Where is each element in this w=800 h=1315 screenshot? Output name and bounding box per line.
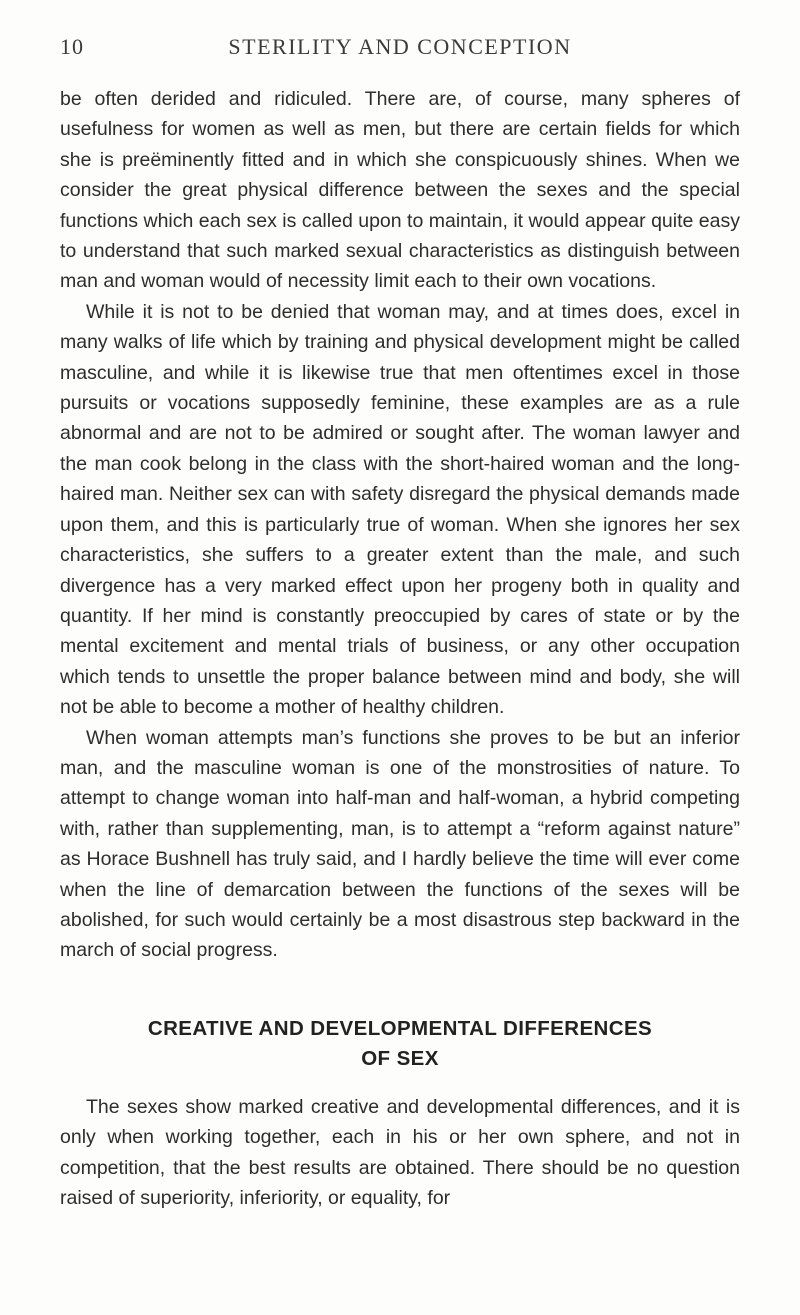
body-text bbox=[60, 84, 740, 1213]
running-title: STERILITY AND CONCEPTION bbox=[228, 34, 572, 59]
running-head bbox=[60, 34, 740, 64]
book-page bbox=[60, 34, 740, 1213]
paragraph-1: be often derided and ridiculed. There are, of course, many spheres of usefulness for women as well as men, but there are certain fields for which she is preëminently fitted and in which she conspicuously shines. When we consider the great physical difference between the sexes and the special functions which each sex is called upon to maintain, it would appear quite easy to understand that such marked sexual characteristics as distinguish between man and woman would of necessity limit each to their own vocations. bbox=[60, 88, 740, 293]
paragraph-3: When woman attempts man’s functions she proves to be but an inferior man, and the masculine woman is one of the monstrosities of nature. To attempt to change woman into half-man and half-woman, a hybrid competing with, rather than supplementing, man, is to attempt a “reform against nature” as Horace Bushnell has truly said, and I hardly believe the time will ever come when the line of demarcation between the functions of the sexes will be abolished, for such would certainly be a most disastrous step backward in the march of social progress. bbox=[60, 726, 740, 962]
paragraph-2: While it is not to be denied that woman may, and at times does, excel in many walks of life which by training and physical development might be called masculine, and while it is likewise true that men oftentimes excel in those pursuits or vocations supposedly feminine, these examples are as a rule abnormal and are not to be admired or sought after. The woman lawyer and the man cook belong in the class with the short-haired woman and the long-haired man. Neither sex can with safety disregard the physical demands made upon them, and this is particularly true of woman. When she ignores her sex characteristics, she suffers to a greater extent than the male, and such divergence has a very marked effect upon her progeny both in quality and quantity. If her mind is constantly preoccupied by cares of state or by the mental excitement and mental trials of business, or any other occupation which tends to unsettle the proper balance between mind and body, she will not be able to become a mother of healthy children. bbox=[60, 300, 740, 719]
section-paragraph: The sexes show marked creative and developmental differences, and it is only when working together, each in his or her own sphere, and not in competition, that the best results are obtained. There should be no question raised of superiority, inferiority, or equality, for bbox=[60, 1095, 740, 1209]
section-heading-line-1: CREATIVE AND DEVELOPMENTAL DIFFERENCES bbox=[147, 1016, 653, 1040]
section-heading bbox=[60, 1014, 740, 1074]
section-heading-line-2: OF SEX bbox=[361, 1046, 439, 1070]
page-number: 10 bbox=[60, 34, 84, 59]
